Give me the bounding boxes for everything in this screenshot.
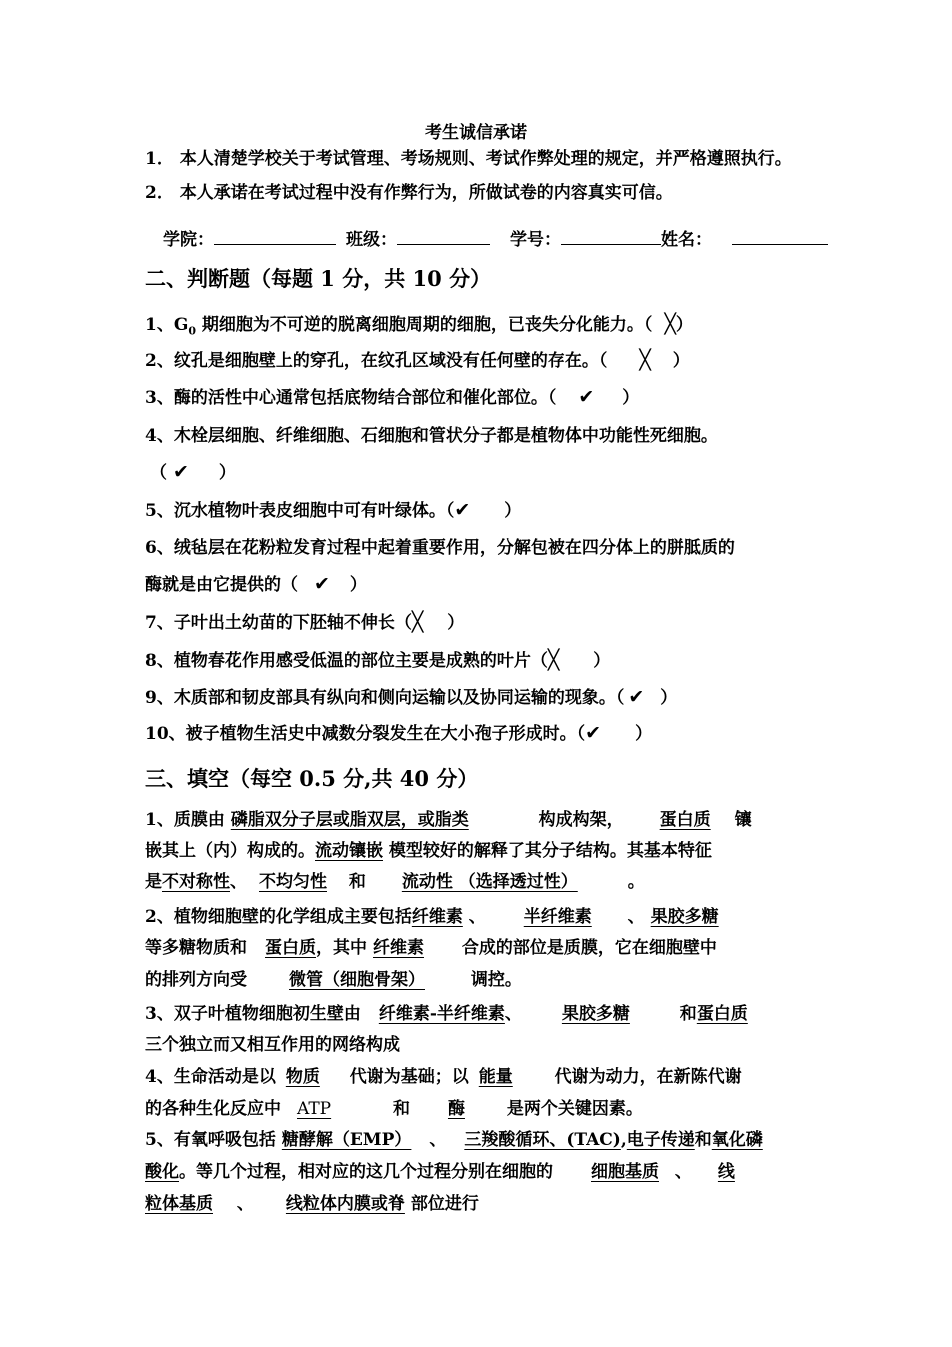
check-mark-icon: ✔ [173,461,189,483]
answer-blank: 果胶多糖 [650,907,719,927]
judge-close: ） [672,351,690,371]
judge-open: （ [150,463,167,483]
text: 5、有氧呼吸包括 [145,1130,276,1150]
judge-text: 1、G [145,315,189,335]
fill-q4-line2 [145,1098,643,1120]
text: 和 [387,1099,416,1119]
fill-q5-line1 [145,1129,763,1151]
answer-blank: 糖酵解（EMP） [281,1130,412,1150]
answer-blank: ATP [297,1099,332,1119]
answer-blank: 流动镶嵌 [315,841,383,861]
text: 。等几个过程，相对应的这几个过程分别在细胞的 [179,1162,553,1182]
cross-mark-icon: ╳ [411,611,424,633]
text: 合成的部位是质膜，它在细胞壁中 [456,938,717,958]
text: 、 [231,1194,254,1214]
judge-item-4: 4、木栓层细胞、纤维细胞、石细胞和管状分子都是植物体中功能性死细胞。 [145,426,718,446]
text: 嵌其上（内）构成的。 [145,841,315,861]
judge-item-3 [145,386,639,409]
college-field[interactable] [214,228,336,245]
judge-text: 3、酶的活性中心通常包括底物结合部位和催化部位。（ [145,388,557,408]
text: 2、植物细胞壁的化学组成主要包括 [145,907,412,927]
judge-item-6-cont [145,573,367,596]
text: 、 [423,1130,447,1150]
judge-item-6: 6、绒毡层在花粉粒发育过程中起着重要作用，分解包被在四分体上的胼胝质的 [145,538,735,558]
answer-blank: 蛋白质 [696,1004,748,1024]
judge-text: 5、沉水植物叶表皮细胞中可有叶绿体。（ [145,501,455,521]
text: 的各种生化反应中 [145,1099,281,1119]
judge-item-9 [145,686,677,709]
fill-q4-line1 [145,1066,742,1088]
class-label: 班级： [346,230,397,250]
answer-blank: 三羧酸循环、(TAC) [464,1130,621,1150]
judge-heading: 二、判断题（每题 1 分，共 10 分） [145,266,492,291]
judge-text: 10、被子植物生活史中减数分裂发生在大小孢子形成时。（ [145,724,586,744]
judge-text: 7、子叶出土幼苗的下胚轴不伸长（ [145,613,412,633]
judge-close: ） [447,613,465,633]
judge-close: ） [675,315,693,335]
judge-close: ） [635,724,653,744]
text: 是两个关键因素。 [500,1099,643,1119]
text: 、 [669,1162,692,1182]
answer-blank: 纤维素-半纤维素 [378,1004,505,1024]
text: 、 [504,1004,522,1024]
fill-q5-line2 [145,1161,735,1183]
text: 是 [145,872,162,892]
answer-blank: 微管（细胞骨架） [289,970,425,990]
judge-item-5 [145,499,521,522]
answer-blank: 果胶多糖 [561,1004,630,1024]
text: 。 [627,872,645,892]
answer-blank: 蛋白质 [659,810,711,830]
judge-item-2 [145,349,690,372]
fill-q3-line1 [145,1003,748,1025]
answer-blank: 酶 [447,1099,465,1119]
check-mark-icon: ✔ [578,386,595,408]
answer-blank: 线 [717,1162,735,1182]
text: 和 [343,872,372,892]
answer-blank: 蛋白质 [265,938,316,958]
fill-q1-line2 [145,840,712,862]
answer-blank: 细胞基质 [591,1162,659,1182]
answer-blank: 能量 [478,1067,513,1087]
judge-close: ） [349,575,367,595]
fill-q3-line2: 三个独立而又相互作用的网络构成 [145,1035,400,1055]
judge-item-1 [145,313,693,342]
text: 代谢为动力，在新陈代谢 [548,1067,742,1087]
student-no-label: 学号： [510,230,561,250]
student-info-row [163,228,828,251]
cross-mark-icon: ╳ [547,649,560,671]
answer-blank: 流动性 （选择透过性） [401,872,578,892]
judge-text: 期细胞为不可逆的脱离细胞周期的细胞，已丧失分化能力。（ [196,315,653,335]
text: 和 [694,1130,712,1150]
text: 构成构架， [532,810,624,830]
student-no-field[interactable] [561,228,661,245]
pledge-1: 1． 本人清楚学校关于考试管理、考场规则、考试作弊处理的规定，并严格遵照执行。 [145,149,792,169]
cross-mark-icon: ╳ [664,313,676,335]
judge-text: 8、植物春花作用感受低温的部位主要是成熟的叶片（ [145,651,548,671]
text: 调控。 [465,970,522,990]
answer-blank: 纤维素 [411,907,463,927]
judge-close: ） [504,501,522,521]
text: 代谢为基础；以 [343,1067,469,1087]
judge-close: ） [622,388,640,408]
fill-q1-line1 [145,809,752,831]
text: 、 [621,907,645,927]
judge-text: 9、木质部和韧皮部具有纵向和侧向运输以及协同运输的现象。（ [145,688,625,708]
text: 镶 [728,810,752,830]
answer-blank: 电子传递 [626,1130,695,1150]
answer-blank: 不均匀性 [259,872,327,892]
text: 部位进行 [404,1194,479,1214]
college-label: 学院： [163,230,214,250]
answer-blank: 物质 [285,1067,320,1087]
judge-item-8 [145,649,610,672]
class-field[interactable] [397,228,490,245]
text: 等多糖物质和 [145,938,247,958]
text: 3、双子叶植物细胞初生壁由 [145,1004,361,1024]
fill-q2-line3 [145,969,522,991]
fill-heading: 三、填空（每空 0.5 分,共 40 分） [145,766,479,791]
text: ，其中 [316,938,367,958]
answer-blank: 磷脂双分子层或脂双层，或脂类 [230,810,469,830]
check-mark-icon: ✔ [314,573,330,595]
text: 、 [462,907,486,927]
text: 模型较好的解释了其分子结构。其基本特征 [383,841,712,861]
judge-close: ） [660,688,678,708]
pledge-title: 考生诚信承诺 [425,123,527,143]
answer-blank: 纤维素 [373,938,424,958]
judge-item-4-answer [150,461,236,484]
fill-q5-line3 [145,1193,479,1215]
text: 1、质膜由 [145,810,231,830]
judge-item-10 [145,722,652,745]
name-field[interactable] [732,228,828,245]
text: 和 [673,1004,697,1024]
check-mark-icon: ✔ [628,686,645,708]
cross-mark-icon: ╳ [639,349,651,371]
fill-q1-line3 [145,871,645,893]
subscript: 0 [188,324,197,338]
text: , [620,1130,627,1150]
judge-close: ） [593,651,611,671]
text: 的排列方向受 [145,970,247,990]
check-mark-icon: ✔ [454,499,471,521]
answer-blank: 酸化 [145,1162,179,1182]
fill-q2-line1 [145,906,719,928]
answer-blank: 线粒体内膜或脊 [285,1194,405,1214]
judge-text: 酶就是由它提供的（ [145,575,298,595]
text: 4、生命活动是以 [145,1067,276,1087]
answer-blank: 不对称性 [162,872,230,892]
judge-item-7 [145,611,464,634]
judge-text: 2、纹孔是细胞壁上的穿孔，在纹孔区域没有任何壁的存在。（ [145,351,608,371]
check-mark-icon: ✔ [585,722,602,744]
answer-blank: 氧化磷 [711,1130,763,1150]
text: 、 [230,872,247,892]
name-label: 姓名： [661,230,712,250]
pledge-2: 2． 本人承诺在考试过程中没有作弊行为，所做试卷的内容真实可信。 [145,183,673,203]
answer-blank: 粒体基质 [145,1194,213,1214]
judge-close: ） [218,463,236,483]
fill-q2-line2 [145,937,717,959]
answer-blank: 半纤维素 [523,907,592,927]
